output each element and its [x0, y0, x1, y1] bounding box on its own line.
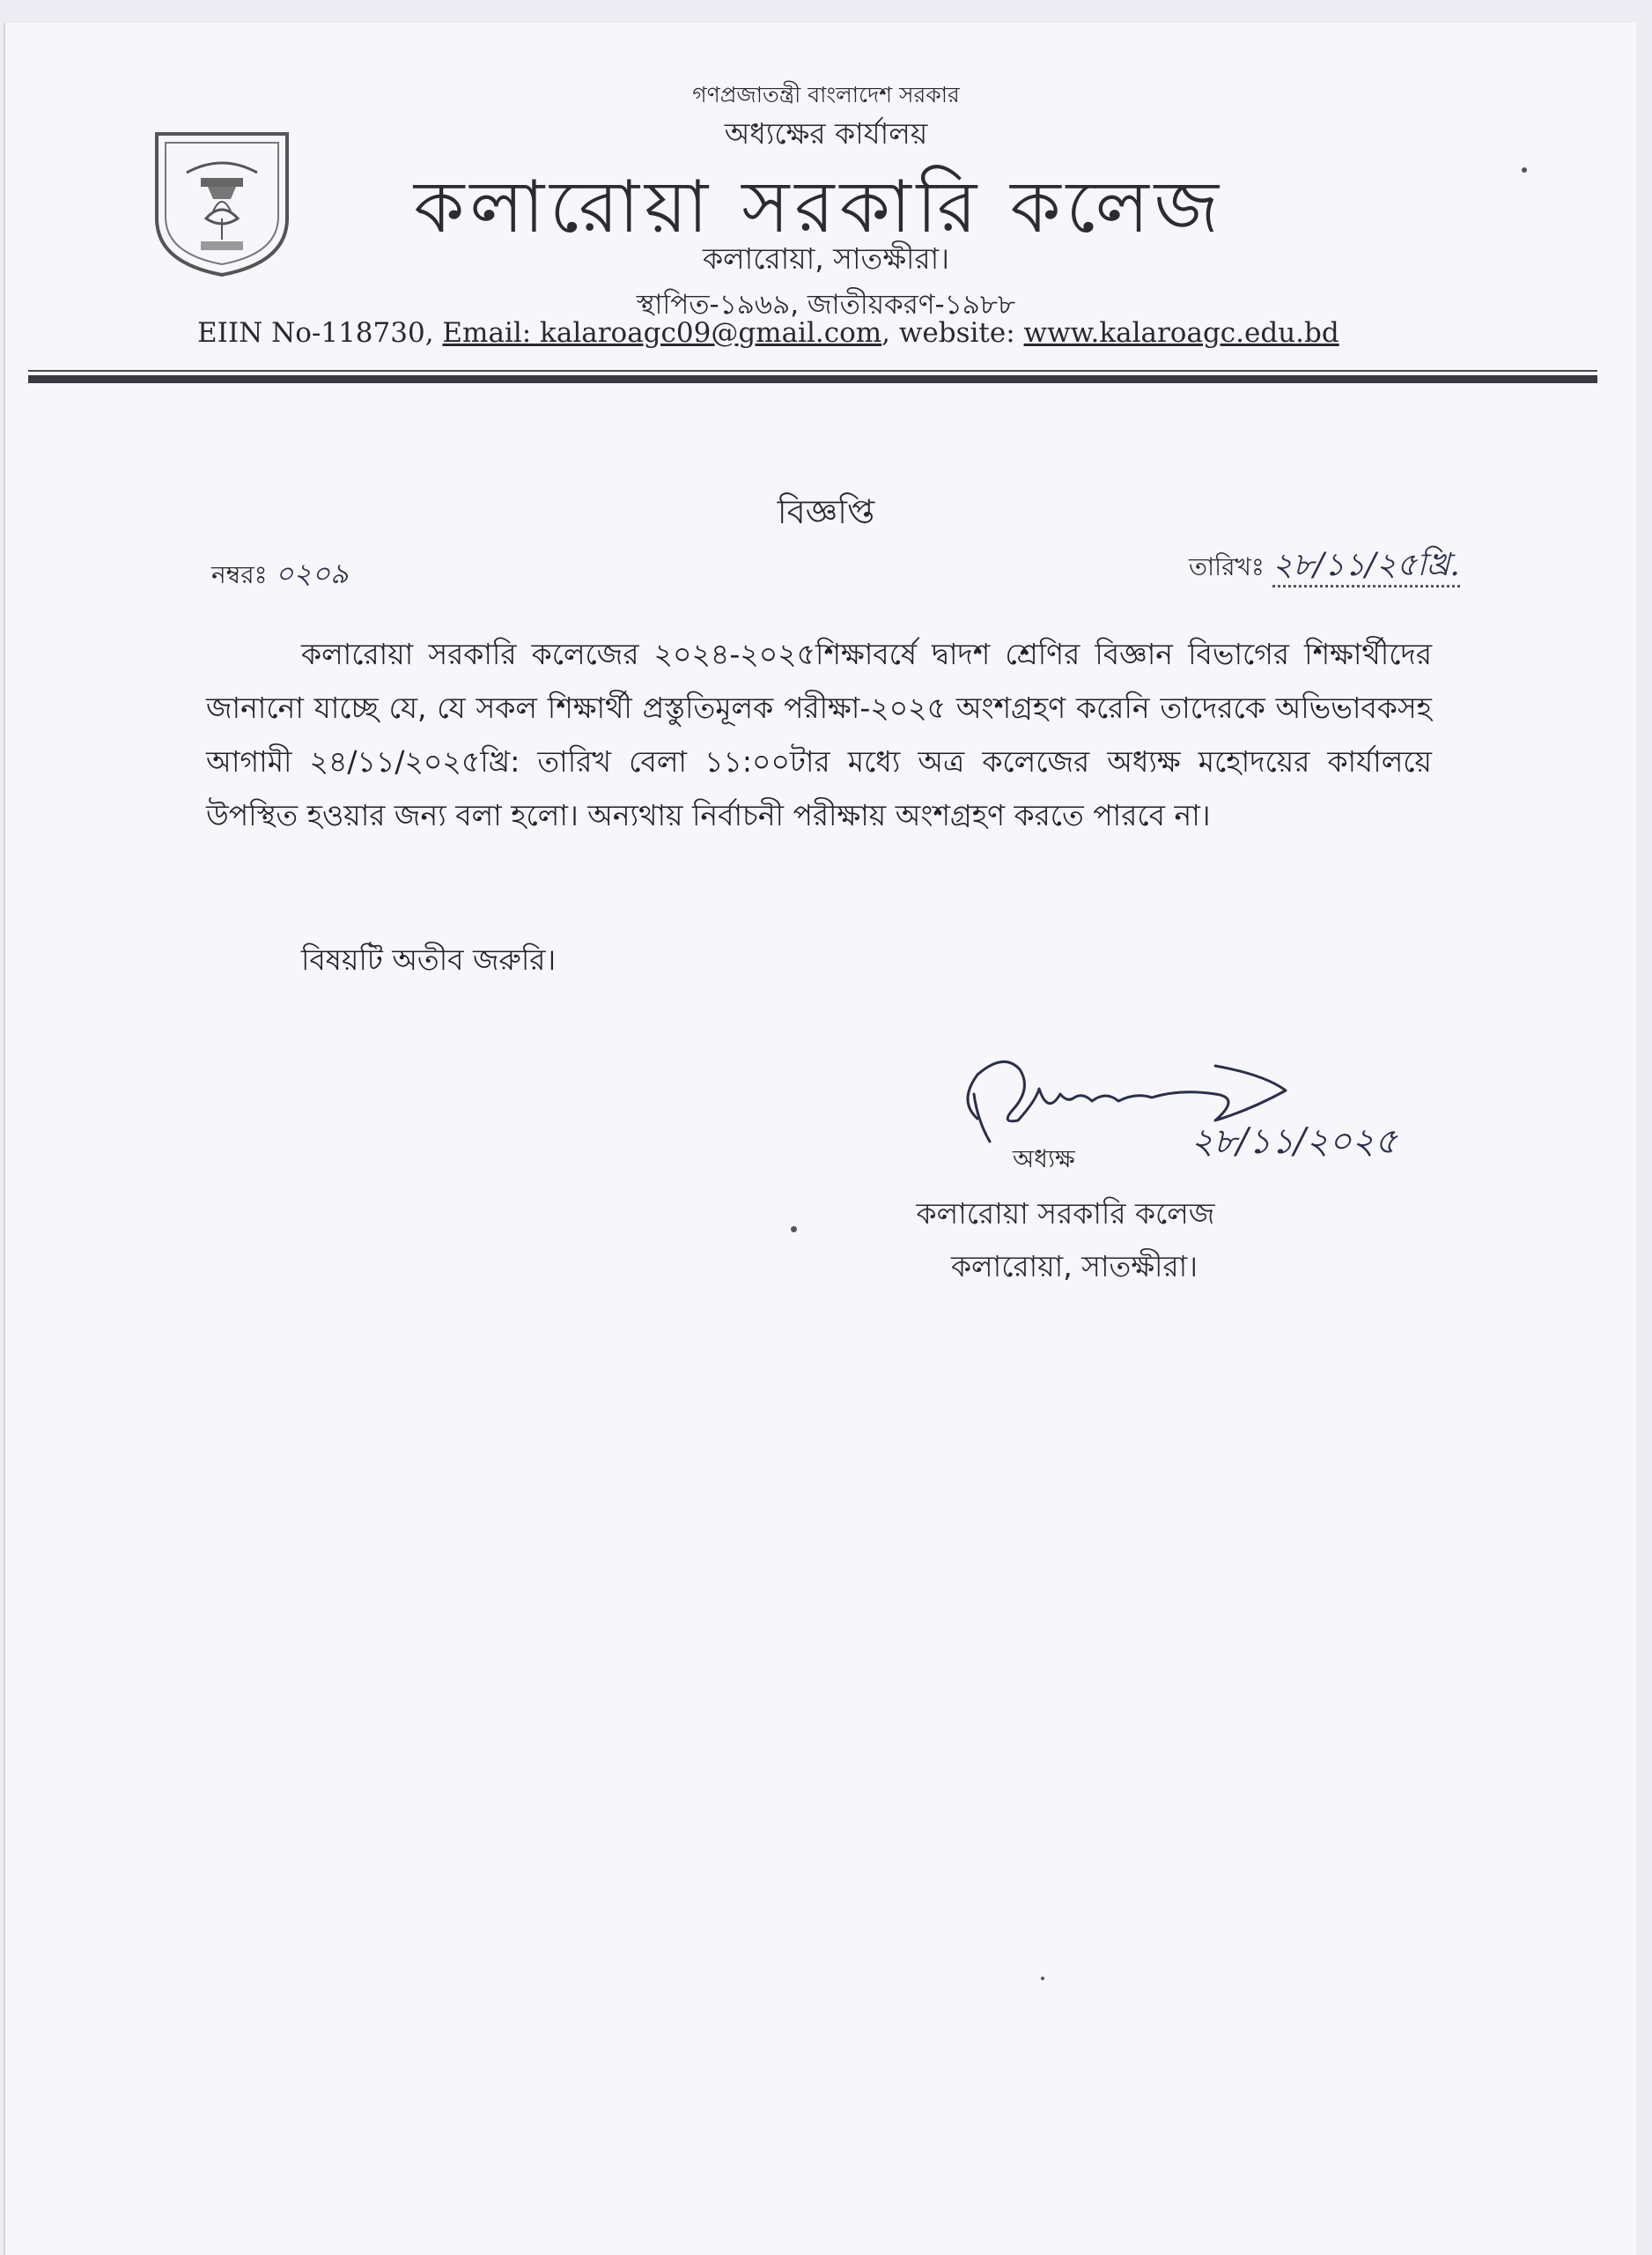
college-address: কলারোয়া, সাতক্ষীরা। [702, 241, 950, 276]
notice-body: কলারোয়া সরকারি কলেজের ২০২৪-২০২৫শিক্ষাবর্ষে দ্বাদশ শ্রেণির বিজ্ঞান বিভাগের শিক্ষার্থীদের জানানো যাচ্ছে যে, যে সকল শিক্ষার্থী প্রস্তুতিমূলক পরীক্ষা-২০২৫ অংশগ্রহণ করেনি তাদেরকে অভিভাবকসহ আগামী ২৪/১১/২০২৫খ্রি: তারিখ বেলা ১১:০০টার মধ্যে অত্র কলেজের অধ্যক্ষ মহোদয়ের কার্যালয়ে উপস্থিত হওয়ার জন্য বলা হলো। অন্যথায় নির্বাচনী পরীক্ষায় অংশগ্রহণ করতে পারবে না। [206, 637, 1432, 832]
signatory-title: অধ্যক্ষ [1013, 1144, 1075, 1173]
established-line: স্থাপিত-১৯৬৯, জাতীয়করণ-১৯৮৮ [636, 289, 1016, 321]
header-divider-thick [28, 375, 1597, 383]
memo-value: ০২০৯ [275, 557, 349, 590]
date-label: তারিখঃ [1189, 552, 1265, 581]
scan-speck [791, 1226, 797, 1232]
website-label: , website: [881, 317, 1015, 349]
memo-number [211, 551, 349, 599]
signature-date: ২৮/১১/২০২৫ [1191, 1121, 1398, 1162]
contact-line [197, 317, 1474, 349]
urgent-note: বিষয়টি অতীব জরুরি। [301, 943, 557, 977]
signatory-college: কলারোয়া সরকারি কলেজ [916, 1196, 1215, 1231]
office-line: অধ্যক্ষের কার্যালয় [724, 116, 928, 151]
memo-label: নম্বরঃ [211, 560, 268, 589]
notice-date [1189, 541, 1460, 594]
email-link[interactable]: Email: kalaroagc09@gmail.com [442, 317, 882, 349]
website-link[interactable]: www.kalaroagc.edu.bd [1023, 317, 1339, 349]
notice-title: বিজ্ঞপ্তি [777, 492, 875, 531]
government-line: গণপ্রজাতন্ত্রী বাংলাদেশ সরকার [692, 82, 960, 107]
eiin-text: EIIN No-118730, [197, 317, 434, 349]
date-value: ২৮/১১/২৫খ্রি. [1272, 547, 1460, 588]
header-divider-thin [28, 370, 1597, 372]
college-name-heading: কলারোয়া সরকারি কলেজ [413, 166, 1225, 249]
scan-speck [1522, 167, 1527, 173]
signatory-address: কলারোয়া, সাতক্ষীরা। [950, 1249, 1198, 1283]
scan-speck [1041, 1977, 1044, 1980]
